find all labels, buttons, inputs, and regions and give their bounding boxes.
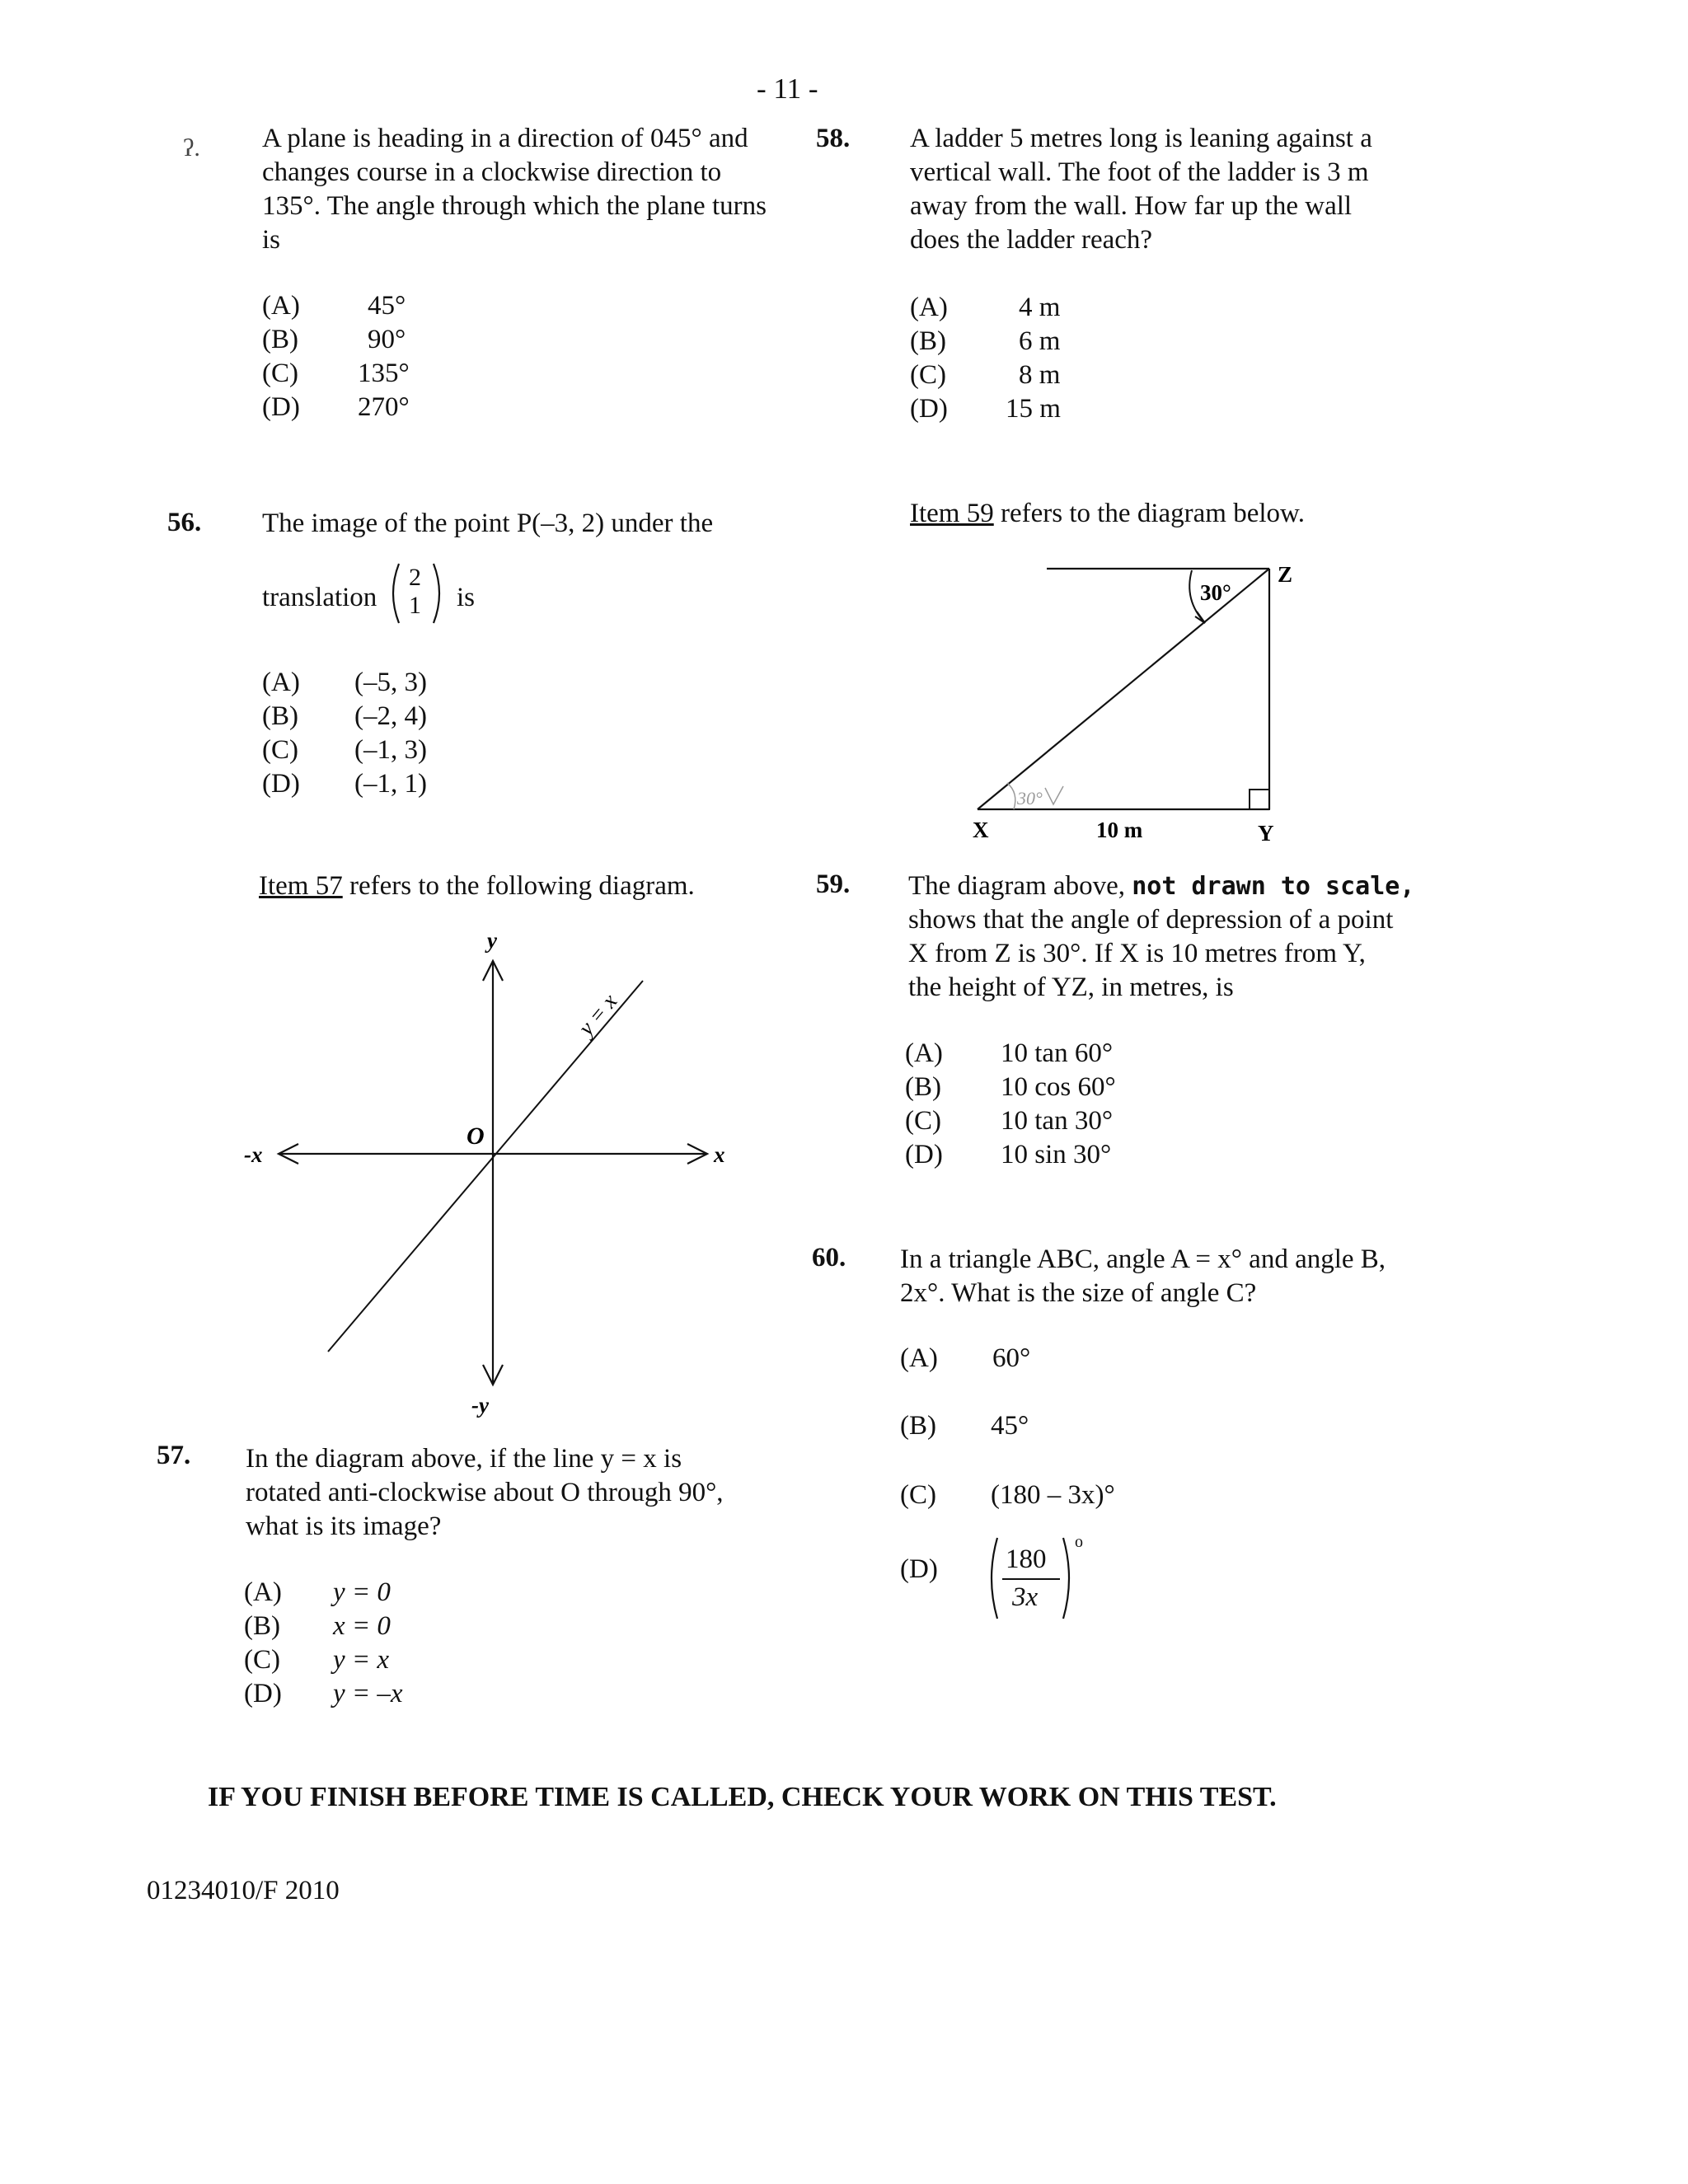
q58-option-a[interactable] bbox=[910, 293, 1060, 323]
option-value: (180 – 3x)° bbox=[991, 1480, 1115, 1510]
q55-option-d[interactable] bbox=[262, 392, 410, 423]
question-59-number: 59. bbox=[816, 869, 851, 899]
diagram-57-axes bbox=[231, 923, 742, 1418]
question-59-text bbox=[908, 869, 1452, 1005]
q56-option-c[interactable] bbox=[262, 735, 427, 766]
option-label: (C) bbox=[905, 1106, 941, 1136]
q57-option-b[interactable] bbox=[244, 1611, 391, 1642]
option-label: (C) bbox=[262, 735, 298, 765]
question-55-line: is bbox=[262, 225, 281, 255]
option-value: 90° bbox=[368, 325, 406, 354]
origin-label: O bbox=[467, 1122, 485, 1150]
option-value: 10 tan 60° bbox=[1001, 1038, 1114, 1068]
q59-option-d[interactable] bbox=[905, 1140, 1111, 1170]
q56-option-a[interactable] bbox=[262, 668, 427, 698]
x-label: x bbox=[714, 1142, 725, 1167]
option-label: (A) bbox=[262, 291, 300, 321]
option-value: y = x bbox=[333, 1645, 390, 1675]
fraction-degree: o bbox=[1075, 1533, 1083, 1551]
translation-vector-bottom: 1 bbox=[409, 592, 421, 619]
option-value: (–1, 1) bbox=[354, 769, 427, 799]
question-57-line: rotated anti-clockwise about O through 90°, bbox=[246, 1478, 724, 1507]
vertex-z-label: Z bbox=[1278, 562, 1293, 587]
q58-option-b[interactable] bbox=[910, 326, 1060, 357]
option-label: (D) bbox=[244, 1679, 282, 1708]
q58-option-d[interactable] bbox=[910, 394, 1061, 424]
question-57-line: what is its image? bbox=[246, 1511, 442, 1541]
page-number: - 11 - bbox=[757, 73, 818, 105]
question-58-text bbox=[910, 122, 1437, 257]
translation-word: translation bbox=[262, 583, 377, 612]
option-value: x = 0 bbox=[333, 1611, 391, 1641]
question-56-number: 56. bbox=[167, 508, 202, 537]
question-55-line: 135°. The angle through which the plane turns bbox=[262, 191, 767, 221]
option-value: 10 sin 30° bbox=[1001, 1140, 1112, 1169]
option-label: (A) bbox=[262, 668, 300, 697]
question-57-number: 57. bbox=[157, 1441, 191, 1470]
q56-option-d[interactable] bbox=[262, 769, 427, 799]
q60-option-d-fraction bbox=[986, 1533, 1101, 1624]
option-value: 10 cos 60° bbox=[1001, 1072, 1116, 1102]
option-value: 8 m bbox=[1019, 360, 1061, 390]
question-60-text bbox=[900, 1243, 1461, 1310]
handwritten-arc bbox=[1007, 783, 1015, 809]
vertex-x-label: X bbox=[973, 818, 989, 842]
q58-option-c[interactable] bbox=[910, 360, 1060, 391]
q55-option-c[interactable] bbox=[262, 359, 410, 389]
option-label: (B) bbox=[900, 1411, 936, 1441]
item-57-reference bbox=[259, 871, 695, 902]
right-angle-marker bbox=[1250, 790, 1269, 809]
option-value: (–2, 4) bbox=[354, 701, 427, 731]
option-value: 15 m bbox=[1006, 394, 1061, 424]
q55-option-b[interactable] bbox=[262, 325, 406, 355]
question-55-line: changes course in a clockwise direction to bbox=[262, 157, 722, 187]
question-58-line: does the ladder reach? bbox=[910, 225, 1153, 255]
q57-option-a[interactable] bbox=[244, 1577, 391, 1608]
fraction-numerator: 180 bbox=[1006, 1544, 1047, 1574]
neg-x-label: -x bbox=[244, 1142, 263, 1167]
item-59-link: Item 59 bbox=[910, 499, 994, 528]
question-60-line: In a triangle ABC, angle A = x° and angle B, bbox=[900, 1244, 1386, 1274]
option-label: (D) bbox=[910, 394, 948, 424]
option-value: 10 tan 30° bbox=[1001, 1106, 1114, 1136]
option-label: (D) bbox=[262, 769, 300, 799]
question-55-text bbox=[262, 122, 790, 257]
option-value: 6 m bbox=[1019, 326, 1061, 356]
option-value: (–1, 3) bbox=[354, 735, 427, 765]
option-label: (A) bbox=[905, 1038, 943, 1068]
paper-code: 01234010/F 2010 bbox=[147, 1876, 340, 1905]
option-value: 135° bbox=[358, 359, 410, 388]
question-58-line: A ladder 5 metres long is leaning against a bbox=[910, 124, 1372, 153]
option-label: (B) bbox=[262, 701, 298, 731]
line-y-equals-x bbox=[328, 981, 643, 1352]
q57-option-d[interactable] bbox=[244, 1679, 403, 1709]
translation-vector-top: 2 bbox=[409, 564, 421, 591]
question-58-line: vertical wall. The foot of the ladder is 3 m bbox=[910, 157, 1369, 187]
q57-option-c[interactable] bbox=[244, 1645, 389, 1675]
not-to-scale-note: not drawn to scale, bbox=[1132, 872, 1415, 901]
q60-option-a[interactable] bbox=[900, 1343, 1030, 1374]
option-label: (D) bbox=[905, 1140, 943, 1169]
option-label: (D) bbox=[900, 1554, 938, 1584]
question-58-number: 58. bbox=[816, 124, 851, 153]
question-55-number: ʔ. bbox=[183, 134, 200, 162]
option-label: (C) bbox=[244, 1645, 280, 1675]
question-59-line1-pre: The diagram above, bbox=[908, 871, 1132, 901]
option-value: y = –x bbox=[333, 1679, 403, 1708]
option-label: (B) bbox=[905, 1072, 941, 1102]
q60-option-d[interactable] bbox=[900, 1554, 991, 1585]
question-57-line: In the diagram above, if the line y = x is bbox=[246, 1444, 682, 1474]
q60-option-b[interactable] bbox=[900, 1411, 1029, 1441]
base-length-label: 10 m bbox=[1096, 818, 1143, 842]
option-value: y = 0 bbox=[333, 1577, 391, 1607]
question-55-line: A plane is heading in a direction of 045° and bbox=[262, 124, 748, 153]
option-label: (D) bbox=[262, 392, 300, 422]
question-59-line: shows that the angle of depression of a point bbox=[908, 905, 1394, 935]
q59-option-c[interactable] bbox=[905, 1106, 1113, 1137]
option-label: (C) bbox=[262, 359, 298, 388]
q60-option-c[interactable] bbox=[900, 1480, 1115, 1511]
is-word: is bbox=[457, 583, 476, 612]
option-value: 60° bbox=[992, 1343, 1031, 1373]
option-label: (A) bbox=[244, 1577, 282, 1607]
line-label: y = x bbox=[573, 988, 622, 1040]
option-label: (A) bbox=[910, 293, 948, 322]
option-label: (A) bbox=[900, 1343, 938, 1373]
q55-option-a[interactable] bbox=[262, 291, 406, 321]
option-label: (B) bbox=[262, 325, 298, 354]
option-value: 270° bbox=[358, 392, 410, 422]
item-57-rest: refers to the following diagram. bbox=[342, 871, 695, 901]
handwritten-note: 30° bbox=[1017, 788, 1043, 808]
question-57-text bbox=[246, 1442, 773, 1544]
item-59-rest: refers to the diagram below. bbox=[993, 499, 1305, 528]
y-label: y bbox=[487, 928, 497, 953]
vertex-y-label: Y bbox=[1258, 821, 1274, 846]
option-label: (B) bbox=[244, 1611, 280, 1641]
handwritten-arrow bbox=[1045, 786, 1063, 804]
option-label: (C) bbox=[900, 1480, 936, 1510]
question-60-number: 60. bbox=[812, 1243, 846, 1272]
option-value: 45° bbox=[368, 291, 406, 321]
question-59-line bbox=[908, 869, 1452, 903]
question-60-line: 2x°. What is the size of angle C? bbox=[900, 1278, 1257, 1308]
question-59-line: X from Z is 30°. If X is 10 metres from Y, bbox=[908, 939, 1366, 968]
option-value: (–5, 3) bbox=[354, 668, 427, 697]
question-58-line: away from the wall. How far up the wall bbox=[910, 191, 1353, 221]
diagram-59-triangle bbox=[948, 552, 1294, 849]
q59-option-a[interactable] bbox=[905, 1038, 1113, 1069]
option-value: 4 m bbox=[1019, 293, 1061, 322]
item-57-link: Item 57 bbox=[259, 871, 343, 901]
item-59-reference bbox=[910, 499, 1305, 529]
q56-option-b[interactable] bbox=[262, 701, 427, 732]
fraction-denominator: 3x bbox=[1012, 1582, 1039, 1612]
finish-instruction: IF YOU FINISH BEFORE TIME IS CALLED, CHECK YOUR WORK ON THIS TEST. bbox=[208, 1782, 1277, 1812]
question-56-line1: The image of the point P(–3, 2) under the bbox=[262, 509, 714, 538]
option-label: (B) bbox=[910, 326, 946, 356]
option-label: (C) bbox=[910, 360, 946, 390]
neg-y-label: -y bbox=[471, 1393, 489, 1418]
question-59-line: the height of YZ, in metres, is bbox=[908, 972, 1234, 1002]
q59-option-b[interactable] bbox=[905, 1072, 1116, 1103]
option-value: 45° bbox=[991, 1411, 1029, 1441]
angle-label: 30° bbox=[1200, 580, 1231, 605]
